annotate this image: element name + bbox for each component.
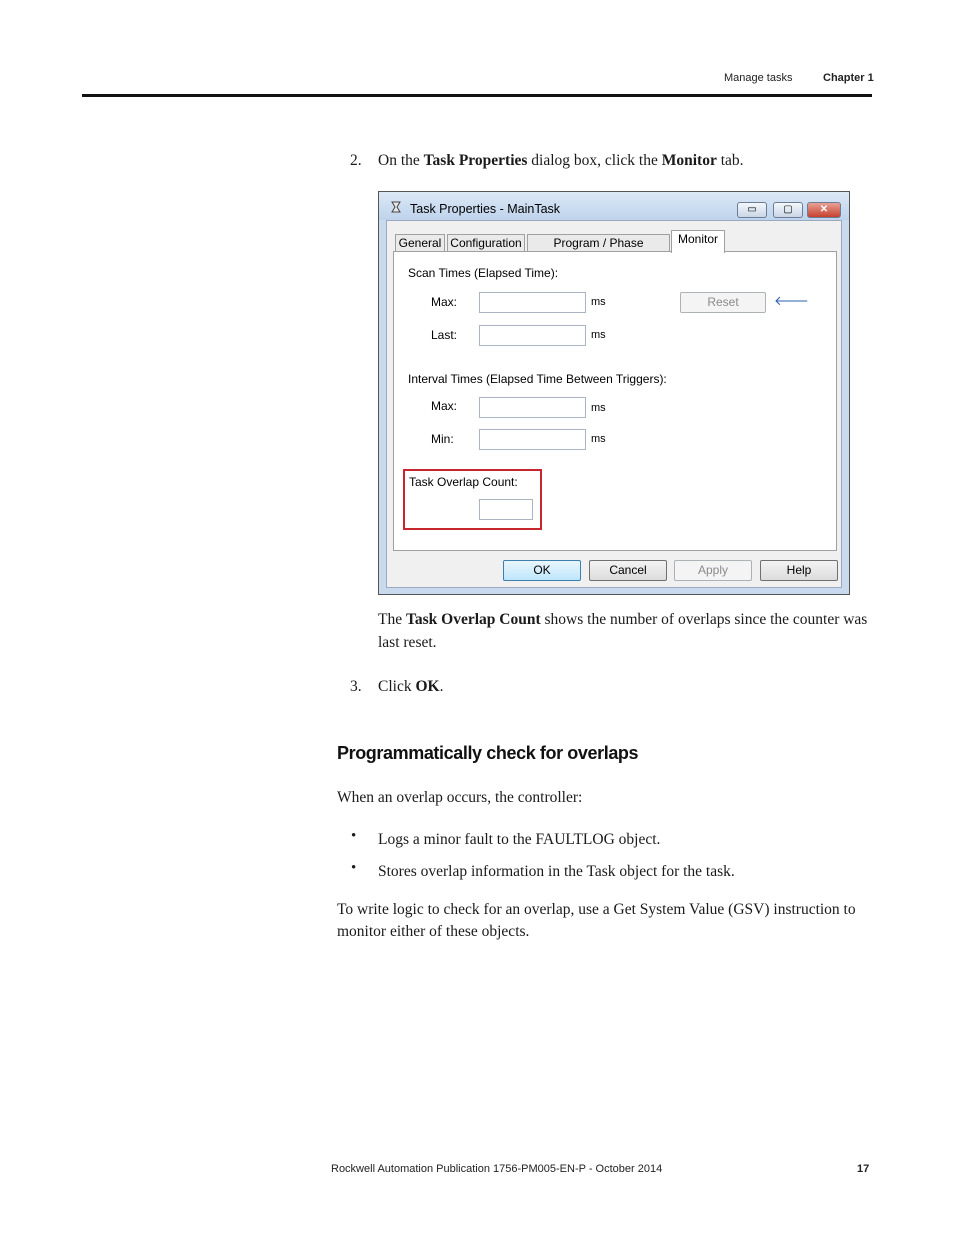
- help-button[interactable]: Help: [760, 560, 838, 581]
- tab-program-phase-schedule[interactable]: Program / Phase: [527, 234, 670, 252]
- overlap-count-field[interactable]: [479, 499, 533, 520]
- bullet-dot: •: [351, 828, 357, 844]
- section-intro: When an overlap occurs, the controller:: [337, 789, 583, 806]
- cancel-button[interactable]: Cancel: [589, 560, 667, 581]
- scan-last-field[interactable]: [479, 325, 586, 346]
- reset-button[interactable]: Reset: [680, 292, 766, 313]
- header-chapter: Chapter 1: [823, 72, 874, 84]
- step-2-text: On the Task Properties dialog box, click the Monitor tab.: [378, 152, 744, 169]
- interval-max-field[interactable]: [479, 397, 586, 418]
- page-number: 17: [857, 1163, 870, 1175]
- close-button[interactable]: ✕: [807, 202, 841, 218]
- bullet-item: Stores overlap information in the Task object for the task.: [378, 863, 735, 880]
- task-properties-dialog: [378, 191, 850, 595]
- task-icon: [389, 200, 403, 214]
- scan-max-label: Max:: [431, 295, 458, 309]
- step-3-number: 3.: [350, 678, 362, 695]
- bullet-dot: •: [351, 860, 357, 876]
- scan-max-field[interactable]: [479, 292, 586, 313]
- dialog-title: Task Properties - MainTask: [410, 202, 561, 216]
- interval-min-unit: ms: [591, 433, 606, 445]
- interval-min-field[interactable]: [479, 429, 586, 450]
- header-rule: [82, 94, 872, 97]
- bullet-item: Logs a minor fault to the FAULTLOG object.: [378, 831, 661, 848]
- header-section-title: Manage tasks: [724, 72, 793, 84]
- footer-publication: Rockwell Automation Publication 1756-PM005-EN-P - October 2014: [331, 1163, 663, 1175]
- scan-last-unit: ms: [591, 329, 606, 341]
- interval-min-label: Min:: [431, 432, 454, 446]
- scan-last-label: Last:: [431, 328, 458, 342]
- minimize-button[interactable]: ▭: [737, 202, 767, 218]
- scan-times-heading: Scan Times (Elapsed Time):: [408, 266, 559, 280]
- reset-arrow-icon: 🡐: [774, 293, 809, 308]
- apply-button[interactable]: Apply: [674, 560, 752, 581]
- maximize-button[interactable]: ▢: [773, 202, 803, 218]
- interval-max-unit: ms: [591, 402, 606, 414]
- step-3-text: Click OK.: [378, 678, 444, 695]
- tab-general[interactable]: General: [395, 234, 445, 252]
- tab-monitor[interactable]: Monitor: [671, 230, 725, 253]
- interval-times-heading: Interval Times (Elapsed Time Between Triggers):: [408, 372, 667, 386]
- tab-configuration[interactable]: Configuration: [447, 234, 525, 252]
- caption-text: The Task Overlap Count shows the number of overlaps since the counter was last reset.: [378, 611, 868, 651]
- section-heading: Programmatically check for overlaps: [337, 743, 639, 763]
- section-closing: To write logic to check for an overlap, use a Get System Value (GSV) instruction to monitor either of these objects.: [337, 901, 856, 940]
- overlap-count-label: Task Overlap Count:: [409, 475, 518, 489]
- ok-button[interactable]: OK: [503, 560, 581, 581]
- scan-max-unit: ms: [591, 296, 606, 308]
- interval-max-label: Max:: [431, 399, 458, 413]
- step-2-number: 2.: [350, 152, 362, 169]
